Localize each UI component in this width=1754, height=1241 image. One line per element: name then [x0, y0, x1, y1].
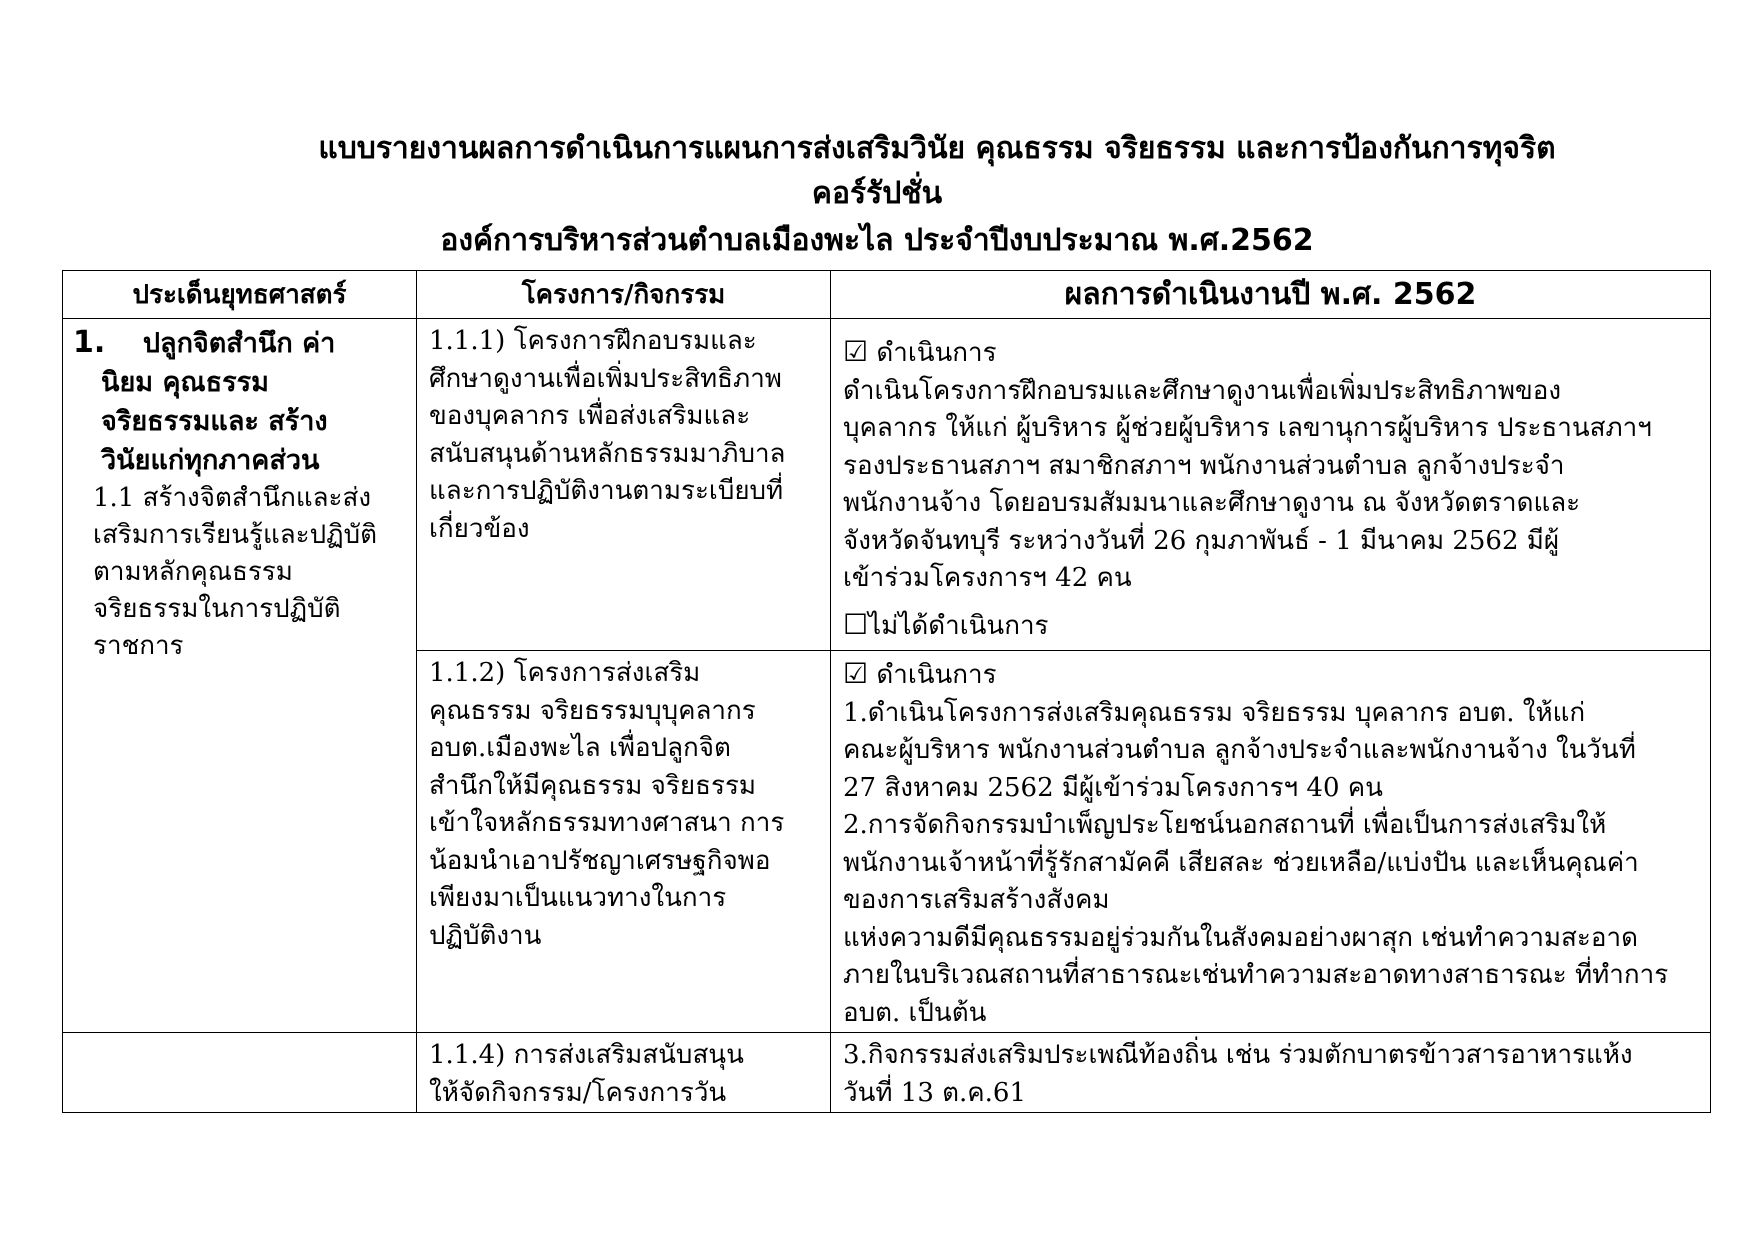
- result-line: 27 สิงหาคม 2562 มีผู้เข้าร่วมโครงการฯ 40 คน: [843, 772, 1383, 803]
- checked-box-icon: ☑: [843, 335, 869, 368]
- status-done-label: ดำเนินการ: [868, 660, 997, 690]
- project-line: สนับสนุนด้านหลักธรรมมาภิบาล: [429, 438, 786, 469]
- result-line: แห่งความดีมีคุณธรรมอยู่ร่วมกันในสังคมอย่างผาสุก เช่นทำความสะอาด: [843, 922, 1638, 953]
- result-line: พนักงานเจ้าหน้าที่รู้รักสามัคคี เสียสละ ช่วยเหลือ/แบ่งปัน และเห็นคุณค่า: [843, 847, 1639, 878]
- document-subtitle: องค์การบริหารส่วนตำบลเมืองพะไล ประจำปีงบประมาณ พ.ศ.2562: [440, 223, 1314, 258]
- status-done-label: ดำเนินการ: [868, 338, 997, 368]
- result-cell: [831, 1033, 1711, 1113]
- status-not-done: [843, 606, 1698, 646]
- sub-strategy-line: 1.1 สร้างจิตสำนึกและส่ง: [93, 483, 372, 513]
- result-line: 3.กิจกรรมส่งเสริมประเพณีท้องถิ่น เช่น ร่วมตักบาตรข้าวสารอาหารแห้ง: [843, 1040, 1633, 1070]
- project-cell: [417, 651, 831, 1033]
- project-line: เข้าใจหลักธรรมทางศาสนา การ: [429, 808, 785, 838]
- result-line: จังหวัดจันทบุรี ระหว่างวันที่ 26 กุมภาพันธ์ - 1 มีนาคม 2562 มีผู้: [843, 525, 1560, 556]
- strategy-cell-empty: [63, 1033, 417, 1113]
- result-cell: [831, 651, 1711, 1033]
- project-line: คุณธรรม จริยธรรมบุบุคลากร: [429, 695, 756, 726]
- unchecked-box-icon: ☐: [843, 607, 869, 641]
- strategy-line: นิยม คุณธรรม: [101, 367, 269, 398]
- project-line: น้อมนำเอาปรัชญาเศรษฐกิจพอ: [429, 845, 771, 876]
- header-result-label: ผลการดำเนินงานปี พ.ศ. 2562: [1064, 277, 1477, 312]
- document-title-continued: คอร์รัปชั่น: [811, 176, 943, 211]
- result-line: ดำเนินโครงการฝึกอบรมและศึกษาดูงานเพื่อเพิ่มประสิทธิภาพของ: [843, 375, 1562, 406]
- project-line: อบต.เมืองพะไล เพื่อปลูกจิต: [429, 733, 731, 763]
- sub-strategy-line: เสริมการเรียนรู้และปฏิบัติ: [93, 520, 377, 550]
- result-line: อบต. เป็นต้น: [843, 997, 987, 1028]
- strategy-line: ปลูกจิตสำนึก ค่า: [142, 328, 336, 359]
- result-line: 1.ดำเนินโครงการส่งเสริมคุณธรรม จริยธรรม บุคลากร อบต. ให้แก่: [843, 697, 1586, 728]
- header-row: [63, 271, 1711, 319]
- project-line: เพียงมาเป็นแนวทางในการ: [429, 883, 727, 913]
- project-line: สำนึกให้มีคุณธรรม จริยธรรม: [429, 770, 757, 801]
- result-line: ภายในบริเวณสถานที่สาธารณะเช่นทำความสะอาดทางสาธารณะ ที่ทำการ: [843, 960, 1669, 990]
- project-line: 1.1.2) โครงการส่งเสริม: [429, 658, 701, 688]
- project-line: ศึกษาดูงานเพื่อเพิ่มประสิทธิภาพ: [429, 363, 782, 394]
- status-not-done-label: ไม่ได้ดำเนินการ: [868, 610, 1049, 641]
- project-line: 1.1.1) โครงการฝึกอบรมและ: [429, 326, 757, 356]
- project-line: ของบุคลากร เพื่อส่งเสริมและ: [429, 401, 751, 431]
- result-line: คณะผู้บริหาร พนักงานส่วนตำบล ลูกจ้างประจำและพนักงานจ้าง ในวันที่: [843, 735, 1636, 765]
- report-table: [62, 270, 1711, 1113]
- project-line: เกี่ยวข้อง: [429, 513, 530, 544]
- strategy-line: วินัยแก่ทุกภาคส่วน: [101, 445, 320, 476]
- status-done: [843, 655, 1698, 695]
- table-row: [63, 319, 1711, 651]
- result-line: ของการเสริมสร้างสังคม: [843, 885, 1110, 915]
- project-cell: [417, 319, 831, 651]
- sub-strategy: [73, 480, 410, 665]
- project-line: และการปฏิบัติงานตามระเบียบที่: [429, 476, 784, 506]
- checked-box-icon: ☑: [843, 657, 869, 690]
- status-done: [843, 333, 1698, 373]
- project-line: 1.1.4) การส่งเสริมสนับสนุน: [429, 1040, 744, 1070]
- sub-strategy-line: จริยธรรมในการปฏิบัติ: [93, 594, 341, 624]
- header-project: โครงการ/กิจกรรม: [417, 271, 831, 319]
- result-line: พนักงานจ้าง โดยอบรมสัมมนาและศึกษาดูงาน ณ จังหวัดตราดและ: [843, 488, 1581, 518]
- result-line: บุคลากร ให้แก่ ผู้บริหาร ผู้ช่วยผู้บริหาร เลขานุการผู้บริหาร ประธานสภาฯ: [843, 413, 1652, 443]
- sub-strategy-line: ตามหลักคุณธรรม: [93, 557, 293, 587]
- project-line: ให้จัดกิจกรรม/โครงการวัน: [429, 1077, 727, 1108]
- sub-strategy-line: ราชการ: [93, 631, 184, 661]
- project-line: ปฏิบัติงาน: [429, 920, 542, 951]
- document-title: แบบรายงานผลการดำเนินการแผนการส่งเสริมวินัย คุณธรรม จริยธรรม และการป้องกันการทุจริต: [318, 131, 1556, 166]
- strategy-cell: [63, 319, 417, 1033]
- result-cell: [831, 319, 1711, 651]
- strategy-line: จริยธรรมและ สร้าง: [101, 406, 328, 437]
- header-strategy: ประเด็นยุทธศาสตร์: [63, 271, 417, 319]
- result-line: 2.การจัดกิจกรรมบำเพ็ญประโยชน์นอกสถานที่ เพื่อเป็นการส่งเสริมให้: [843, 810, 1607, 840]
- header-result: [831, 271, 1711, 319]
- result-line: เข้าร่วมโครงการฯ 42 คน: [843, 563, 1132, 593]
- project-cell: [417, 1033, 831, 1113]
- strategy-number: 1.: [73, 325, 106, 360]
- result-line: รองประธานสภาฯ สมาชิกสภาฯ พนักงานส่วนตำบล ลูกจ้างประจำ: [843, 450, 1565, 481]
- strategy-heading: [73, 323, 410, 480]
- table-row: [63, 1033, 1711, 1113]
- result-line: วันที่ 13 ต.ค.61: [843, 1077, 1027, 1108]
